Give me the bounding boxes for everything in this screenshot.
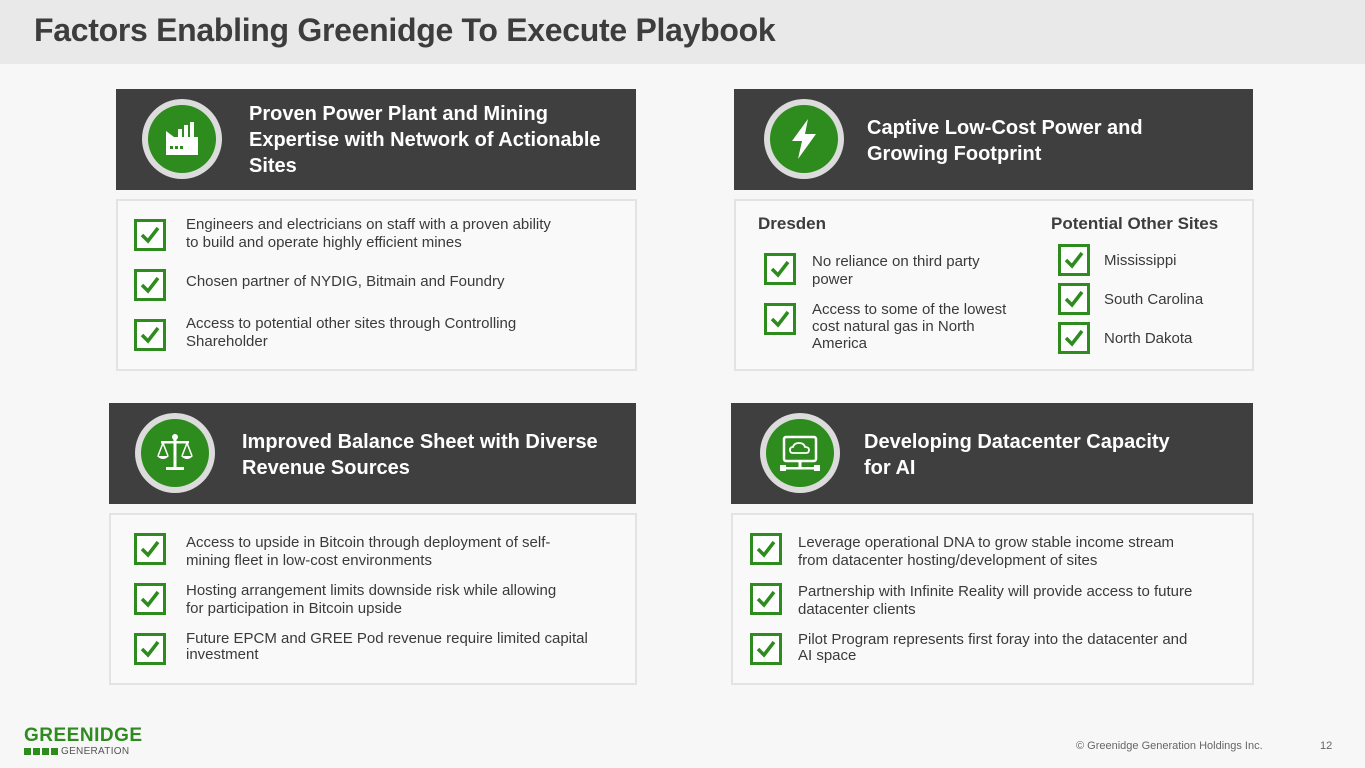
panel-header-balance-sheet bbox=[109, 403, 636, 504]
list-item: Access to potential other sites through Controlling Shareholder bbox=[186, 315, 517, 350]
icon-badge bbox=[135, 413, 215, 493]
factory-icon bbox=[162, 119, 202, 159]
list-item: Hosting arrangement limits downside risk while allowing for participation in Bitcoin upside bbox=[186, 582, 557, 617]
check-icon bbox=[750, 633, 782, 665]
subhead-other-sites: Potential Other Sites bbox=[1051, 214, 1219, 233]
greenidge-logo: GREENIDGE GENERATION bbox=[24, 725, 143, 757]
list-item: Pilot Program represents first foray into the datacenter and AI space bbox=[798, 631, 1188, 664]
scales-icon bbox=[153, 431, 197, 475]
panel-header-power bbox=[734, 89, 1253, 190]
check-icon bbox=[134, 533, 166, 565]
panel-body-balance-sheet bbox=[109, 513, 637, 685]
site-item: Mississippi bbox=[1104, 252, 1177, 269]
check-icon bbox=[134, 219, 166, 251]
list-item: Partnership with Infinite Reality will provide access to future datacenter clients bbox=[798, 583, 1193, 618]
subhead-dresden: Dresden bbox=[758, 214, 827, 233]
check-icon bbox=[134, 633, 166, 665]
check-icon bbox=[134, 583, 166, 615]
site-item: North Dakota bbox=[1104, 330, 1193, 347]
list-item: No reliance on third party power bbox=[812, 253, 980, 288]
panel-heading: Captive Low-Cost Power and Growing Footprint bbox=[867, 117, 1143, 165]
list-item: Access to upside in Bitcoin through deployment of self- mining fleet in low-cost environments bbox=[186, 534, 551, 569]
panel-heading: Improved Balance Sheet with Diverse Revenue Sources bbox=[242, 431, 598, 479]
copyright: © Greenidge Generation Holdings Inc. bbox=[1076, 740, 1263, 752]
check-icon bbox=[1058, 283, 1090, 315]
list-item: Engineers and electricians on staff with a proven ability to build and operate highly efficient mines bbox=[186, 216, 551, 251]
panel-heading: Proven Power Plant and Mining Expertise with Network of Actionable Sites bbox=[249, 103, 601, 177]
icon-badge bbox=[764, 99, 844, 179]
lightning-icon bbox=[784, 117, 824, 161]
icon-badge bbox=[760, 413, 840, 493]
list-item: Future EPCM and GREE Pod revenue require limited capital investment bbox=[186, 630, 588, 663]
page-title: Factors Enabling Greenidge To Execute Playbook bbox=[34, 12, 776, 48]
panel-body-datacenter bbox=[731, 513, 1254, 685]
check-icon bbox=[764, 303, 796, 335]
panel-body-power-plant bbox=[116, 199, 637, 371]
panel-heading: Developing Datacenter Capacity for AI bbox=[864, 431, 1170, 479]
panel-header-power-plant bbox=[116, 89, 636, 190]
panel-header-datacenter bbox=[731, 403, 1253, 504]
check-icon bbox=[134, 269, 166, 301]
check-icon bbox=[134, 319, 166, 351]
title-bar bbox=[0, 0, 1365, 64]
list-item: Access to some of the lowest cost natural gas in North America bbox=[812, 301, 1007, 352]
check-icon bbox=[764, 253, 796, 285]
check-icon bbox=[750, 533, 782, 565]
check-icon bbox=[750, 583, 782, 615]
icon-badge bbox=[142, 99, 222, 179]
check-icon bbox=[1058, 244, 1090, 276]
page-number: 12 bbox=[1320, 740, 1333, 752]
site-item: South Carolina bbox=[1104, 291, 1204, 308]
panel-body-power bbox=[734, 199, 1254, 371]
list-item: Chosen partner of NYDIG, Bitmain and Foundry bbox=[186, 273, 505, 290]
cloud-server-icon bbox=[778, 431, 822, 475]
check-icon bbox=[1058, 322, 1090, 354]
list-item: Leverage operational DNA to grow stable income stream from datacenter hosting/development of sites bbox=[798, 534, 1175, 569]
